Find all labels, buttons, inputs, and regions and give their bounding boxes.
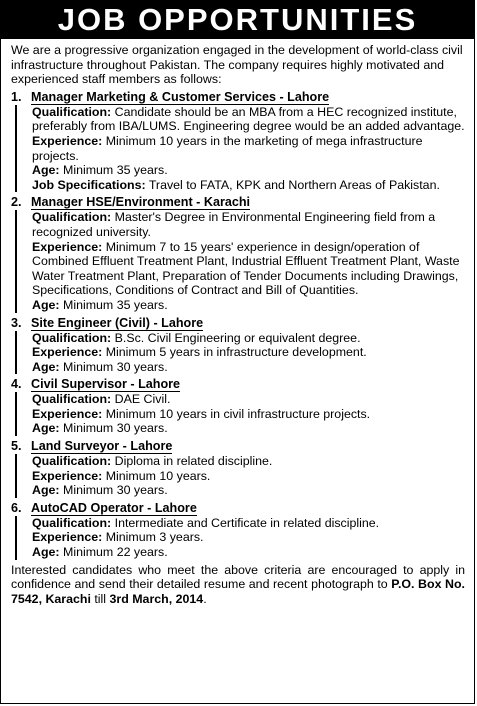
job-field [32, 421, 465, 436]
job-item [11, 90, 465, 193]
job-field [32, 392, 465, 407]
field-value: Minimum 35 years. [63, 297, 168, 312]
job-number: 4. [11, 377, 22, 392]
job-field [32, 407, 465, 422]
job-title [11, 90, 465, 105]
field-value: DAE Civil. [114, 392, 171, 407]
job-field [32, 360, 465, 375]
job-field [32, 298, 465, 313]
job-title [11, 439, 465, 454]
closing-end: . [203, 591, 207, 606]
job-title-text: Land Surveyor - Lahore [31, 439, 173, 454]
job-number: 2. [11, 195, 22, 210]
job-field [32, 516, 465, 531]
till-text: till [94, 591, 107, 606]
field-label: Experience: [32, 345, 103, 360]
job-title-text: Civil Supervisor - Lahore [31, 377, 181, 392]
deadline-date: 3rd March, 2014 [109, 591, 204, 606]
job-details [15, 516, 465, 560]
job-details [15, 105, 465, 193]
job-item [11, 501, 465, 560]
field-label: Experience: [32, 530, 103, 545]
job-field [32, 469, 465, 484]
field-label: Qualification: [32, 104, 112, 119]
closing-paragraph [11, 563, 465, 607]
job-number: 5. [11, 439, 22, 454]
job-number: 6. [11, 500, 22, 515]
closing-text: Interested candidates who meet the above criteria are encouraged to apply in confidence and send their detailed resume and recent photograph to [11, 562, 465, 592]
field-label: Job Specifications: [32, 177, 146, 192]
field-label: Experience: [32, 239, 103, 254]
field-value: Minimum 30 years. [63, 421, 168, 436]
job-field [32, 454, 465, 469]
job-title-text: AutoCAD Operator - Lahore [31, 500, 197, 515]
job-field [32, 345, 465, 360]
job-field [32, 545, 465, 560]
field-value: Travel to FATA, KPK and Northern Areas of Pakistan. [148, 177, 440, 192]
job-details [15, 454, 465, 498]
field-value: Intermediate and Certificate in related discipline. [114, 515, 380, 530]
ad-title: JOB OPPORTUNITIES [57, 2, 418, 37]
job-field [32, 530, 465, 545]
field-value: Minimum 3 years. [105, 530, 204, 545]
job-details [15, 392, 465, 436]
field-label: Experience: [32, 468, 103, 483]
field-value: Minimum 30 years. [63, 483, 168, 498]
field-value: Minimum 30 years. [63, 359, 168, 374]
job-number: 1. [11, 89, 22, 104]
field-label: Age: [32, 421, 60, 436]
field-value: Minimum 5 years in infrastructure development. [105, 345, 367, 360]
field-value: Minimum 10 years in the marketing of mega infrastructure projects. [32, 133, 423, 163]
job-number: 3. [11, 315, 22, 330]
job-title [11, 316, 465, 331]
field-label: Qualification: [32, 392, 112, 407]
field-label: Qualification: [32, 515, 112, 530]
job-title [11, 377, 465, 392]
field-value: Minimum 10 years in civil infrastructure projects. [105, 406, 371, 421]
job-field [32, 134, 465, 163]
field-label: Age: [32, 483, 60, 498]
job-item [11, 377, 465, 436]
field-label: Age: [32, 359, 60, 374]
job-details [15, 210, 465, 312]
field-label: Experience: [32, 133, 103, 148]
intro-paragraph: We are a progressive organization engaged in the development of world-class civil infrastructure throughout Pakistan. The company requires highly motivated and experienced staff members as follows: [11, 43, 463, 87]
job-list [11, 90, 465, 560]
field-label: Qualification: [32, 330, 112, 345]
job-details [15, 331, 465, 375]
field-label: Age: [32, 163, 60, 178]
job-title [11, 501, 465, 516]
field-label: Qualification: [32, 210, 112, 225]
job-title-text: Manager HSE/Environment - Karachi [31, 195, 251, 210]
field-value: Minimum 7 to 15 years' experience in design/operation of Combined Effluent Treatment Plant, Industrial Effluent Treatment Plant, Waste Water Treatment Plant, Preparation of Tender Documents including Drawings, Specifications, Conditions of Contract and Bill of Quantities. [32, 239, 460, 298]
job-field [32, 483, 465, 498]
field-label: Age: [32, 545, 60, 560]
job-field [32, 178, 465, 193]
job-field [32, 331, 465, 346]
field-value: Minimum 10 years. [105, 468, 211, 483]
field-value: Minimum 35 years. [63, 163, 168, 178]
field-value: Minimum 22 years. [63, 545, 168, 560]
field-value: Diploma in related discipline. [114, 454, 273, 469]
field-value: B.Sc. Civil Engineering or equivalent degree. [114, 330, 361, 345]
job-title-text: Site Engineer (Civil) - Lahore [31, 315, 204, 330]
job-item [11, 316, 465, 375]
field-value: Master's Degree in Environmental Engineering field from a recognized university. [32, 210, 436, 239]
ad-content [1, 39, 474, 606]
job-field [32, 105, 465, 134]
job-item [11, 439, 465, 498]
job-field [32, 240, 465, 298]
address: P.O. Box No. 7542, Karachi [11, 577, 466, 606]
field-label: Qualification: [32, 454, 112, 469]
job-field [32, 163, 465, 178]
job-field [32, 210, 465, 239]
job-title [11, 195, 465, 210]
field-label: Age: [32, 297, 60, 312]
job-item [11, 195, 465, 312]
field-value: Candidate should be an MBA from a HEC recognized institute, preferably from IBA/LUMS. Engineering degree would be an added advantage. [32, 104, 465, 134]
job-title-text: Manager Marketing & Customer Services - Lahore [31, 89, 330, 104]
field-label: Experience: [32, 406, 103, 421]
ad-header [1, 1, 474, 39]
